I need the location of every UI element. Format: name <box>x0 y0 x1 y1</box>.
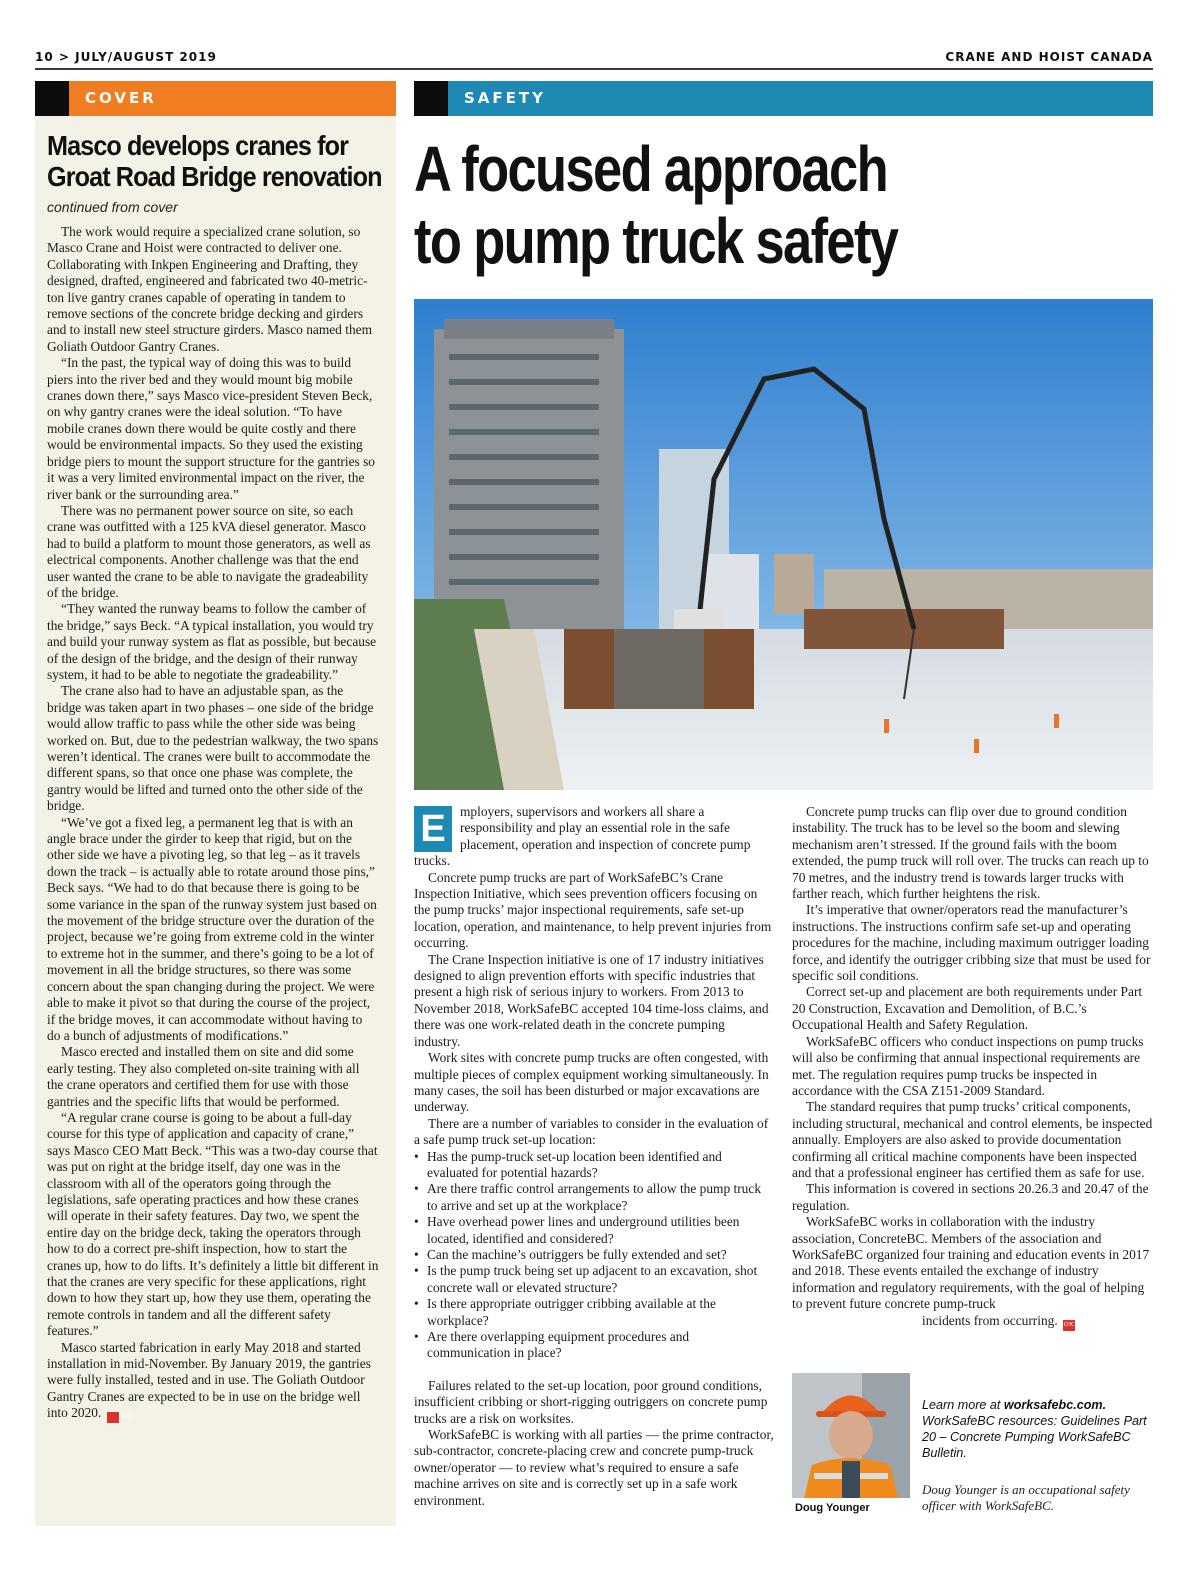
article-paragraph: The standard requires that pump trucks’ critical components, including structural, mechanical and control elements, be inspected annually. Employers are also asked to provide documentation confirming all critical machine components have been inspected and that a professional engineer has certified them as safe for use. <box>792 1099 1153 1180</box>
sidebar-continued-note: continued from cover <box>47 199 178 215</box>
end-mark-icon: CHC <box>1063 1320 1075 1331</box>
closing-line-text: incidents from occurring. <box>922 1312 1058 1328</box>
end-mark-icon: CHC <box>107 1412 119 1423</box>
article-paragraph: It’s imperative that owner/operators read the manufacturer’s instructions. The instructions confirm safe set-up and operating procedures for the machine, including maximum outrigger loading force, and identify the outrigger cribbing size that must be used for specific soil conditions. <box>792 902 1151 984</box>
headline-line-1: A focused approach <box>414 133 888 205</box>
sidebar-paragraph: There was no permanent power source on site, so each crane was outfitted with a 125 kVA diesel generator. Masco had to build a platform to mount those generators, as well as electrical components. Another challenge was that the end user wanted the crane to be able to navigate the gradeability of the bridge. <box>47 502 371 600</box>
article-paragraph: There are a number of variables to consider in the evaluation of a safe pump truck set-up location: <box>414 1115 769 1148</box>
checklist-item: • Has the pump-truck set-up location been identified and evaluated for potential hazards? <box>414 1149 774 1182</box>
checklist-item: • Is there appropriate outrigger cribbing available at the workplace? <box>414 1296 774 1329</box>
article-paragraph: Concrete pump trucks are part of WorkSafeBC’s Crane Inspection Initiative, which sees prevention officers focusing on the pump trucks’ major inspectional requirements, safe set-up location, operation, and maintenance, to help prevent injuries from occurring. <box>414 869 772 951</box>
safety-section-band <box>414 81 1153 116</box>
sidebar-paragraph-final <box>47 1340 379 1424</box>
article-column-2 <box>792 804 1153 1331</box>
article-paragraph: Correct set-up and placement are both requirements under Part 20 Construction, Excavation and Demolition, of B.C.’s Occupational Health and Safety Regulation. <box>792 984 1143 1033</box>
checklist-item: • Can the machine’s outriggers be fully extended and set? <box>414 1247 774 1263</box>
checklist-item: • Have overhead power lines and underground utilities been located, identified and considered? <box>414 1214 774 1247</box>
headline-line-2: to pump truck safety <box>414 205 898 277</box>
set-up-checklist <box>414 1149 774 1362</box>
sidebar-headline: Masco develops cranes for Groat Road Bridge renovation <box>47 130 382 192</box>
article-paragraph: Concrete pump trucks can flip over due to ground condition instability. The truck has to be level so the boom and slewing mechanism aren’t stressed. If the ground fails with the boom extended, the pump truck will roll over. The trucks can reach up to 70 metres, and the industry trend is towards larger trucks with farther reach, which further heightens the risk. <box>792 804 1149 902</box>
cover-continuation-sidebar <box>35 116 396 1526</box>
checklist-item: • Is the pump truck being set up adjacent to an excavation, shot concrete wall or elevated structure? <box>414 1263 774 1296</box>
photo-caption: Doug Younger <box>795 1502 870 1514</box>
article-paragraph: Failures related to the set-up location, poor ground conditions, insufficient cribbing or short-rigging outriggers on concrete pump trucks are a risk on worksites. <box>414 1377 768 1426</box>
learn-more-note <box>922 1397 1153 1461</box>
sidebar-paragraph: “A regular crane course is going to be about a full-day course for this type of application and capacity of crane,” says Masco CEO Matt Beck. “This was a two-day course that was put on right at the bridge itself, day one was in the classroom with all of the operators going through the legislations, safe operating practices and how these cranes will operate in their safety features. Day two, we spent the entire day on the bridge deck, taking the operators through how to do a correct pre-shift inspection, how to start the cranes up, how to do lifts. It’s definitely a little bit different in that the cranes are very specific for these applications, right down to how they start up, how they use them, operating the remote controls in tandem and all the different safety features.” <box>47 1109 379 1339</box>
author-bio: Doug Younger is an occupational safety officer with WorkSafeBC. <box>922 1482 1130 1513</box>
sidebar-paragraph: The crane also had to have an adjustable span, as the bridge was taken apart in two phases – one side of the bridge would allow traffic to pass while the other side was being worked on. But, due to the pedestrian walkway, the two spans weren’t identical. The cranes were built to accommodate the different spans, so that once one phase was complete, the gantry would be lifted and turned onto the other side of the bridge. <box>47 683 379 814</box>
article-paragraph: This information is covered in sections 20.26.3 and 20.47 of the regulation. <box>792 1181 1149 1213</box>
pump-truck-site-illustration <box>414 299 1153 790</box>
article-paragraph: WorkSafeBC officers who conduct inspections on pump trucks will also be confirming that annual inspectional requirements are met. The regulation requires pump trucks be inspected in accordance with the CSA Z151-2009 Standard. <box>792 1033 1144 1098</box>
sidebar-paragraph: The work would require a specialized crane solution, so Masco Crane and Hoist were contracted to deliver one. Collaborating with Inkpen Engineering and Drafting, they designed, drafted, engineered and fabricated two 40-metric-ton live gantry cranes capable of operating in tandem to remove sections of the concrete bridge decking and girders and to install new steel structure girders. Masco named them Goliath Outdoor Gantry Cranes. <box>47 224 373 354</box>
article-paragraph: Work sites with concrete pump trucks are often congested, with multiple pieces of complex equipment working simultaneously. In many cases, the soil has been disturbed or major excavations are underway. <box>414 1050 769 1115</box>
drop-cap: E <box>414 806 452 852</box>
cover-section-label: COVER <box>69 81 396 116</box>
cover-band-block <box>35 81 69 116</box>
author-portrait-illustration <box>792 1373 910 1498</box>
article-headline <box>414 133 1070 277</box>
column-spacer <box>414 1362 774 1378</box>
lead-paragraph <box>414 804 774 870</box>
learn-more-resources: WorkSafeBC resources: Guidelines Part 20 – Concrete Pumping WorkSafeBC Bulletin. <box>922 1414 1147 1460</box>
construction-site-photo <box>414 299 1153 790</box>
article-paragraph: WorkSafeBC works in collaboration with the industry association, ConcreteBC. Members of the association and WorkSafeBC organized four training and education events in 2017 and 2018. These events entailed the exchange of industry information and regulatory requirements, with the goal of helping to prevent future concrete pump-truck <box>792 1214 1150 1312</box>
checklist-item: • Are there overlapping equipment procedures and communication in place? <box>414 1329 774 1362</box>
worksafebc-link[interactable]: worksafebc.com. <box>1003 1398 1107 1412</box>
sidebar-paragraph: Masco erected and installed them on site and did some early testing. They also completed on-site training with all the crane operators and certified them for use with those gantries and the specific lifts that would be performed. <box>47 1044 360 1109</box>
safety-section-label: SAFETY <box>448 81 1153 116</box>
author-box <box>792 1373 1153 1523</box>
sidebar-body <box>47 224 379 1423</box>
sidebar-paragraph-text: Masco started fabrication in early May 2018 and started installation in mid-November. By January 2019, the gantries were fully installed, tested and in use. The Goliath Outdoor Gantry Cranes are expected to be in use on the bridge well into 2020. <box>47 1339 371 1421</box>
article-column-1 <box>414 804 774 1509</box>
article-paragraph: WorkSafeBC is working with all parties — the prime contractor, sub-contractor, concrete-placing crew and concrete pump-truck owner/operator — to review what’s required to ensure a safe machine arrives on site and is correctly set up in a safe work environment. <box>414 1427 774 1508</box>
safety-band-block <box>414 81 448 116</box>
header-rule <box>35 68 1153 70</box>
sidebar-paragraph: “They wanted the runway beams to follow the camber of the bridge,” says Beck. “A typical installation, you would try and build your runway system as flat as possible, but because of the design of the bridge, and the design of their runway system, it had to be able to negotiate the gradeability.” <box>47 601 377 682</box>
lead-paragraph-text: mployers, supervisors and workers all share a responsibility and play an essential role in the safe placement, operation and inspection of concrete pump trucks. <box>414 804 751 869</box>
closing-line <box>922 1313 1153 1331</box>
checklist-item: • Are there traffic control arrangements to allow the pump truck to arrive and set up at the workplace? <box>414 1181 774 1214</box>
cover-section-band <box>35 81 396 116</box>
learn-more-prefix: Learn more at <box>922 1398 1004 1412</box>
article-paragraph: The Crane Inspection initiative is one of 17 industry initiatives designed to align prevention efforts with specific industries that present a high risk of serious injury to workers. From 2013 to November 2018, WorkSafeBC accepted 104 time-loss claims, and there was one work-related death in the concrete pumping industry. <box>414 951 769 1049</box>
author-photo <box>792 1373 910 1498</box>
sidebar-paragraph: “We’ve got a fixed leg, a permanent leg that is with an angle brace under the girder to keep that rigid, but on the other side we have a pivoting leg, so that leg – as it travels down the track – is actually able to rotate around those pins,” Beck says. “We had to do that because there is going to be some variance in the span of the runway system just based on the movement of the bridge structure over the duration of the project, because we’re going from extreme cold in the winter to extreme hot in the summer, and there’s going to be a lot of movement in all the bridge structures, so there was some concern about the span changing during the project. We were able to make it pivot so that during the course of the project, if the bridge moves, it can accommodate without having to do a bunch of adjustments of modifications.” <box>47 814 377 1043</box>
publication-name: CRANE AND HOIST CANADA <box>945 50 1153 64</box>
sidebar-paragraph: “In the past, the typical way of doing this was to build piers into the river bed and they would mount big mobile cranes down there,” says Masco vice-president Steven Beck, on why gantry cranes were the ideal solution. “To have mobile cranes down there would be quite costly and there would be environmental impacts. So they used the existing bridge piers to mount the support structure for the gantries so it was a very limited environmental impact on the river, the river bank or the surrounding area.” <box>47 355 375 502</box>
page-folio: 10 > JULY/AUGUST 2019 <box>35 50 217 64</box>
